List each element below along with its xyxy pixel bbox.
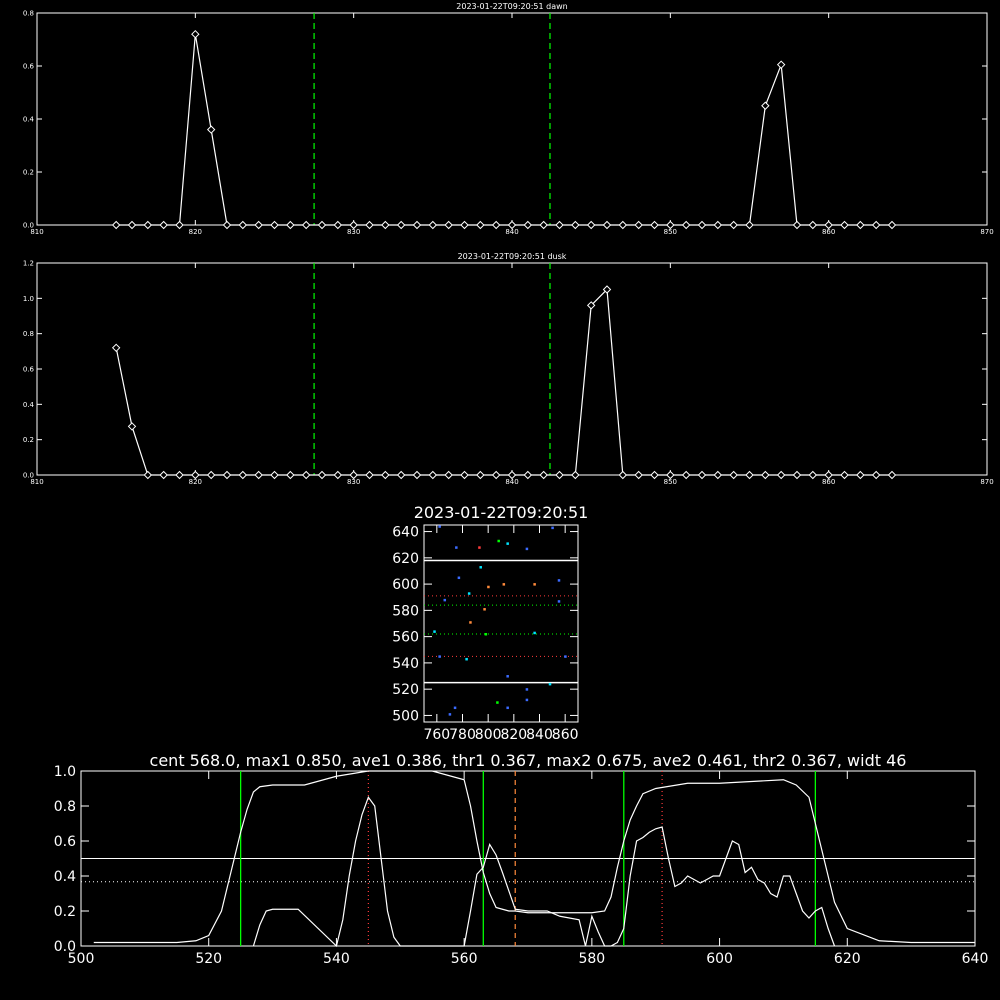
chart-title: 2023-01-22T09:20:51 xyxy=(413,503,589,522)
y-tick-label: 0.2 xyxy=(22,436,34,445)
x-tick-label: 560 xyxy=(450,951,478,967)
data-marker xyxy=(493,472,500,479)
data-marker xyxy=(382,472,389,479)
data-marker xyxy=(635,222,642,229)
data-marker xyxy=(857,222,864,229)
data-marker xyxy=(572,472,579,479)
data-marker xyxy=(208,472,215,479)
data-marker xyxy=(271,472,278,479)
data-marker xyxy=(651,472,658,479)
data-marker xyxy=(730,222,737,229)
data-marker xyxy=(762,472,769,479)
x-tick-label: 500 xyxy=(67,951,95,967)
scatter-point xyxy=(454,707,457,710)
x-tick-label: 600 xyxy=(706,951,733,967)
y-tick-label: 1.0 xyxy=(53,764,76,780)
y-tick-label: 0.4 xyxy=(53,869,76,885)
scatter-point xyxy=(564,655,567,658)
scatter-point xyxy=(506,675,509,678)
dusk-panel xyxy=(23,252,994,486)
y-tick-label: 0.2 xyxy=(22,168,34,177)
scatter-point xyxy=(485,633,488,636)
y-tick-label: 540 xyxy=(392,655,419,672)
data-marker xyxy=(683,472,690,479)
data-marker xyxy=(809,222,816,229)
data-marker xyxy=(129,222,136,229)
data-marker xyxy=(556,222,563,229)
data-marker xyxy=(540,472,547,479)
scatter-point xyxy=(444,599,447,602)
data-marker xyxy=(794,222,801,229)
y-tick-label: 0.6 xyxy=(53,834,76,850)
x-tick-label: 830 xyxy=(346,478,361,486)
x-tick-label: 850 xyxy=(663,228,678,236)
y-tick-label: 520 xyxy=(392,682,419,699)
x-tick-label: 520 xyxy=(195,951,223,967)
x-tick-label: 840 xyxy=(505,228,519,236)
scatter-point xyxy=(478,546,481,549)
data-marker xyxy=(239,472,246,479)
x-tick-label: 760 xyxy=(423,727,451,743)
x-tick-label: 820 xyxy=(188,478,203,486)
data-marker xyxy=(635,472,642,479)
x-tick-label: 640 xyxy=(961,951,989,967)
data-marker xyxy=(889,222,896,229)
profile-series-2 xyxy=(253,797,834,946)
data-marker xyxy=(144,472,151,479)
data-marker xyxy=(398,222,405,229)
scatter-point xyxy=(558,579,561,582)
scatter-point xyxy=(533,583,536,586)
y-tick-label: 0.6 xyxy=(22,62,34,71)
data-marker xyxy=(604,222,611,229)
data-marker xyxy=(873,472,880,479)
data-marker xyxy=(461,472,468,479)
plot-frame xyxy=(424,525,578,722)
data-marker xyxy=(208,126,215,133)
chart-title: cent 568.0, max1 0.850, ave1 0.386, thr1 0.367, max2 0.675, ave2 0.461, thr2 0.367, widt 46 xyxy=(149,751,907,770)
data-marker xyxy=(303,222,310,229)
y-tick-label: 1.2 xyxy=(22,259,34,268)
scatter-point xyxy=(458,577,461,580)
data-marker xyxy=(414,222,421,229)
x-tick-label: 860 xyxy=(821,478,836,486)
data-marker xyxy=(556,472,563,479)
scatter-point xyxy=(526,699,529,702)
data-marker xyxy=(287,472,294,479)
data-marker xyxy=(619,222,626,229)
data-marker xyxy=(778,472,785,479)
scatter-point xyxy=(506,542,509,545)
plot-frame xyxy=(37,263,987,475)
y-tick-label: 0.8 xyxy=(22,330,34,339)
y-tick-label: 500 xyxy=(392,708,419,725)
data-marker xyxy=(334,222,341,229)
data-marker xyxy=(445,472,452,479)
data-marker xyxy=(699,472,706,479)
series-line xyxy=(116,290,892,476)
data-marker xyxy=(477,222,484,229)
scatter-point xyxy=(551,527,554,530)
profile-panel xyxy=(54,751,989,967)
data-marker xyxy=(287,222,294,229)
scatter-point xyxy=(483,608,486,611)
y-tick-label: 0.4 xyxy=(22,115,34,124)
data-marker xyxy=(619,472,626,479)
scatter-point xyxy=(526,688,529,691)
x-tick-label: 820 xyxy=(188,228,203,236)
scatter-point xyxy=(465,658,468,661)
data-marker xyxy=(572,222,579,229)
scatter-point xyxy=(433,630,436,633)
y-tick-label: 0.0 xyxy=(22,221,34,230)
data-marker xyxy=(382,222,389,229)
data-marker xyxy=(129,423,136,430)
x-tick-label: 840 xyxy=(526,727,553,743)
data-marker xyxy=(841,222,848,229)
data-marker xyxy=(714,472,721,479)
data-marker xyxy=(366,222,373,229)
y-tick-label: 600 xyxy=(392,577,419,594)
scatter-point xyxy=(449,713,452,716)
data-marker xyxy=(524,472,531,479)
y-tick-label: 0.2 xyxy=(53,904,76,920)
data-marker xyxy=(398,472,405,479)
scatter-point xyxy=(533,632,536,635)
scatter-point xyxy=(497,540,500,543)
scatter-point xyxy=(469,621,472,624)
data-marker xyxy=(477,472,484,479)
data-marker xyxy=(714,222,721,229)
scatter-point xyxy=(496,701,499,704)
data-marker xyxy=(762,102,769,109)
data-marker xyxy=(224,472,231,479)
series-line xyxy=(116,34,892,225)
y-tick-label: 580 xyxy=(392,603,419,620)
data-marker xyxy=(255,222,262,229)
scatter-point xyxy=(487,586,490,589)
data-marker xyxy=(524,222,531,229)
data-marker xyxy=(445,222,452,229)
chart-title: 2023-01-22T09:20:51 dusk xyxy=(457,252,567,261)
data-marker xyxy=(144,222,151,229)
data-marker xyxy=(176,472,183,479)
data-marker xyxy=(699,222,706,229)
x-tick-label: 860 xyxy=(821,228,836,236)
data-marker xyxy=(540,222,547,229)
scatter-point xyxy=(558,600,561,603)
scatter-point xyxy=(468,592,471,595)
data-marker xyxy=(429,472,436,479)
data-marker xyxy=(239,222,246,229)
scatter-panel xyxy=(392,503,588,743)
x-tick-label: 810 xyxy=(30,478,44,486)
data-marker xyxy=(809,472,816,479)
x-tick-label: 870 xyxy=(980,478,994,486)
x-tick-label: 800 xyxy=(474,727,502,743)
x-tick-label: 620 xyxy=(833,951,861,967)
data-marker xyxy=(160,472,167,479)
x-tick-label: 820 xyxy=(500,727,528,743)
data-marker xyxy=(746,472,753,479)
data-marker xyxy=(303,472,310,479)
y-tick-label: 1.0 xyxy=(22,294,34,303)
data-marker xyxy=(192,31,199,38)
data-marker xyxy=(588,222,595,229)
y-tick-label: 0.0 xyxy=(22,471,34,480)
data-marker xyxy=(857,472,864,479)
data-marker xyxy=(414,472,421,479)
data-marker xyxy=(319,472,326,479)
data-marker xyxy=(334,472,341,479)
scatter-point xyxy=(503,583,506,586)
y-tick-label: 0.8 xyxy=(53,799,76,815)
x-tick-label: 830 xyxy=(346,228,361,236)
x-tick-label: 850 xyxy=(663,478,678,486)
scatter-point xyxy=(438,655,441,658)
data-marker xyxy=(778,61,785,68)
x-tick-label: 540 xyxy=(323,951,350,967)
data-marker xyxy=(461,222,468,229)
data-marker xyxy=(271,222,278,229)
data-marker xyxy=(873,222,880,229)
chart-title: 2023-01-22T09:20:51 dawn xyxy=(456,2,568,11)
data-marker xyxy=(113,222,120,229)
data-marker xyxy=(160,222,167,229)
x-tick-label: 840 xyxy=(505,478,519,486)
y-tick-label: 0.4 xyxy=(22,400,34,409)
scatter-point xyxy=(526,548,529,551)
data-marker xyxy=(746,222,753,229)
data-marker xyxy=(683,222,690,229)
data-marker xyxy=(794,472,801,479)
data-marker xyxy=(730,472,737,479)
x-tick-label: 860 xyxy=(551,727,579,743)
y-tick-label: 0.8 xyxy=(22,9,34,18)
data-marker xyxy=(651,222,658,229)
y-tick-label: 620 xyxy=(392,550,419,567)
data-marker xyxy=(493,222,500,229)
data-marker xyxy=(429,222,436,229)
x-tick-label: 580 xyxy=(578,951,606,967)
profile-series-1 xyxy=(94,771,975,943)
scatter-point xyxy=(438,525,441,528)
y-tick-label: 0.0 xyxy=(53,939,76,955)
data-marker xyxy=(176,222,183,229)
data-marker xyxy=(255,472,262,479)
data-marker xyxy=(366,472,373,479)
x-tick-label: 780 xyxy=(449,727,476,743)
x-tick-label: 810 xyxy=(30,228,44,236)
data-marker xyxy=(841,472,848,479)
data-marker xyxy=(224,222,231,229)
data-marker xyxy=(319,222,326,229)
data-marker xyxy=(113,344,120,351)
scatter-point xyxy=(455,546,458,549)
scatter-point xyxy=(506,707,509,710)
y-tick-label: 560 xyxy=(392,629,419,646)
plot-frame xyxy=(37,13,987,225)
y-tick-label: 0.6 xyxy=(22,365,34,374)
scatter-point xyxy=(549,683,552,686)
dawn-panel xyxy=(23,2,994,236)
x-tick-label: 870 xyxy=(980,228,994,236)
data-marker xyxy=(889,472,896,479)
y-tick-label: 640 xyxy=(392,524,419,541)
scatter-point xyxy=(479,566,482,569)
